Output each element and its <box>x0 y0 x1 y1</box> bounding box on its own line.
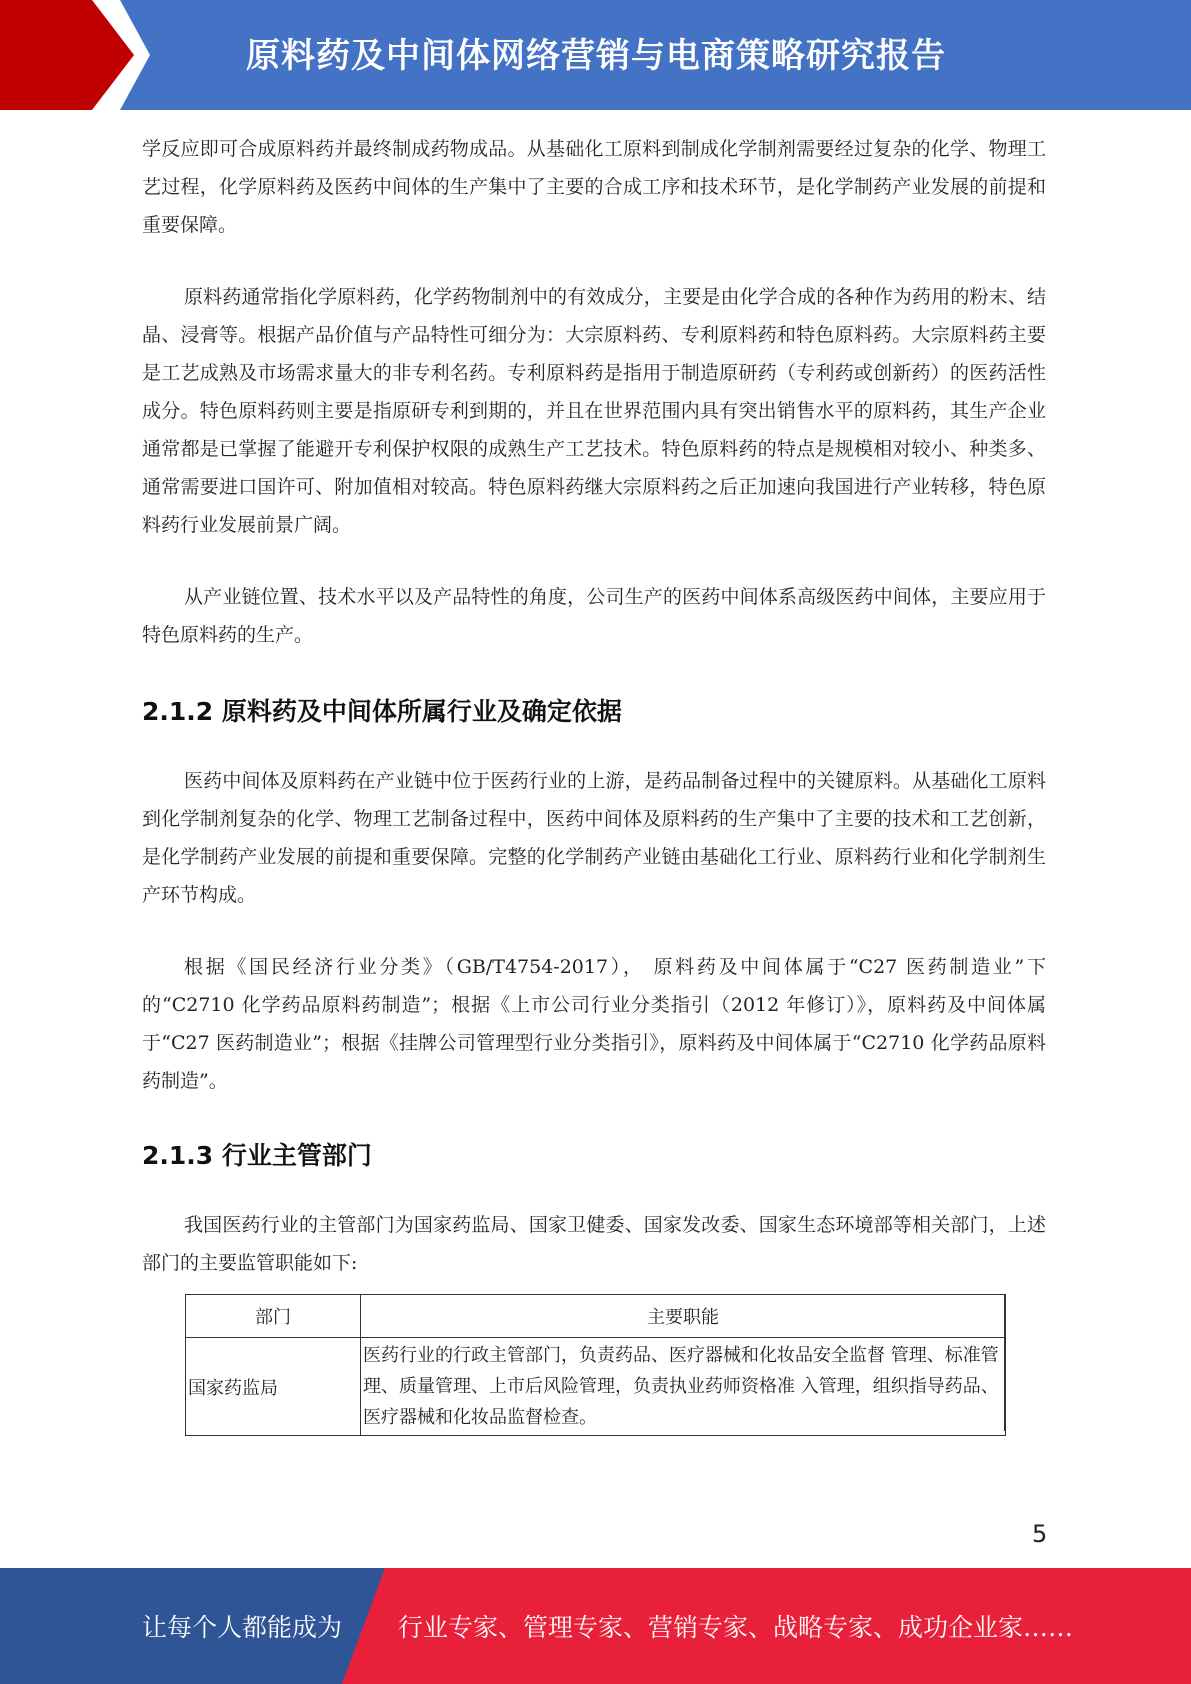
table-cell-dept: 国家药监局 <box>186 1338 361 1436</box>
page-number: 5 <box>1032 1520 1048 1548</box>
report-title: 原料药及中间体网络营销与电商策略研究报告 <box>246 36 946 76</box>
paragraph-5: 根据《国民经济行业分类》（GB/T4754-2017）， 原料药及中间体属于“C27 医药制造业”下的“C2710 化学药品原料药制造”；根据《上市公司行业分类指引（2012 年修订）》，原料药及中间体属于“C27 医药制造业”；根据《挂牌公司管理型行业分类指引》，原料药及中间体属于“C2710 化学药品原料药制造”。 <box>142 956 1046 1092</box>
table-row <box>186 1338 1006 1436</box>
table-header-row <box>186 1295 1006 1338</box>
footer-slogan-right: 行业专家、管理专家、营销专家、战略专家、成功企业家…… <box>398 1613 1074 1642</box>
paragraph-1: 学反应即可合成原料药并最终制成药物成品。从基础化工原料到制成化学制剂需要经过复杂的化学、物理工艺过程，化学原料药及医药中间体的生产集中了主要的合成工序和技术环节，是化学制药产业发展的前提和重要保障。 <box>142 138 1046 236</box>
table-cell-duty: 医药行业的行政主管部门，负责药品、医疗器械和化妆品安全监督 管理、标准管理、质量管理、上市后风险管理，负责执业药师资格准 入管理，组织指导药品、医疗器械和化妆品监督检查。 <box>361 1338 1006 1436</box>
paragraph-2: 原料药通常指化学原料药，化学药物制剂中的有效成分，主要是由化学合成的各种作为药用的粉末、结晶、浸膏等。根据产品价值与产品特性可细分为：大宗原料药、专利原料药和特色原料药。大宗原料药主要是工艺成熟及市场需求量大的非专利名药。专利原料药是指用于制造原研药（专利药或创新药）的医药活性成分。特色原料药则主要是指原研专利到期的，并且在世界范围内具有突出销售水平的原料药，其生产企业通常都是已掌握了能避开专利保护权限的成熟生产工艺技术。特色原料药的特点是规模相对较小、种类多、通常需要进口国许可、附加值相对较高。特色原料药继大宗原料药之后正加速向我国进行产业转移，特色原料药行业发展前景广阔。 <box>142 286 1046 536</box>
table-header-dept: 部门 <box>186 1295 361 1338</box>
section-heading-2-1-3: 2.1.3 行业主管部门 <box>142 1141 372 1170</box>
paragraph-6: 我国医药行业的主管部门为国家药监局、国家卫健委、国家发改委、国家生态环境部等相关部门，上述部门的主要监管职能如下: <box>142 1214 1046 1274</box>
footer-slogan-left: 让每个人都能成为 <box>142 1613 343 1642</box>
page-footer <box>0 1568 1191 1684</box>
regulator-duties-table <box>185 1294 1006 1436</box>
section-heading-2-1-2: 2.1.2 原料药及中间体所属行业及确定依据 <box>142 697 622 726</box>
page-header <box>0 0 1191 110</box>
main-content <box>142 130 1046 1282</box>
paragraph-3: 从产业链位置、技术水平以及产品特性的角度，公司生产的医药中间体系高级医药中间体，主要应用于特色原料药的生产。 <box>142 586 1046 646</box>
table-border-line <box>1004 1294 1005 1431</box>
paragraph-4: 医药中间体及原料药在产业链中位于医药行业的上游，是药品制备过程中的关键原料。从基础化工原料到化学制剂复杂的化学、物理工艺制备过程中，医药中间体及原料药的生产集中了主要的技术和工艺创新，是化学制药产业发展的前提和重要保障。完整的化学制药产业链由基础化工行业、原料药行业和化学制剂生产环节构成。 <box>142 770 1046 906</box>
table-header-duty: 主要职能 <box>361 1295 1006 1338</box>
